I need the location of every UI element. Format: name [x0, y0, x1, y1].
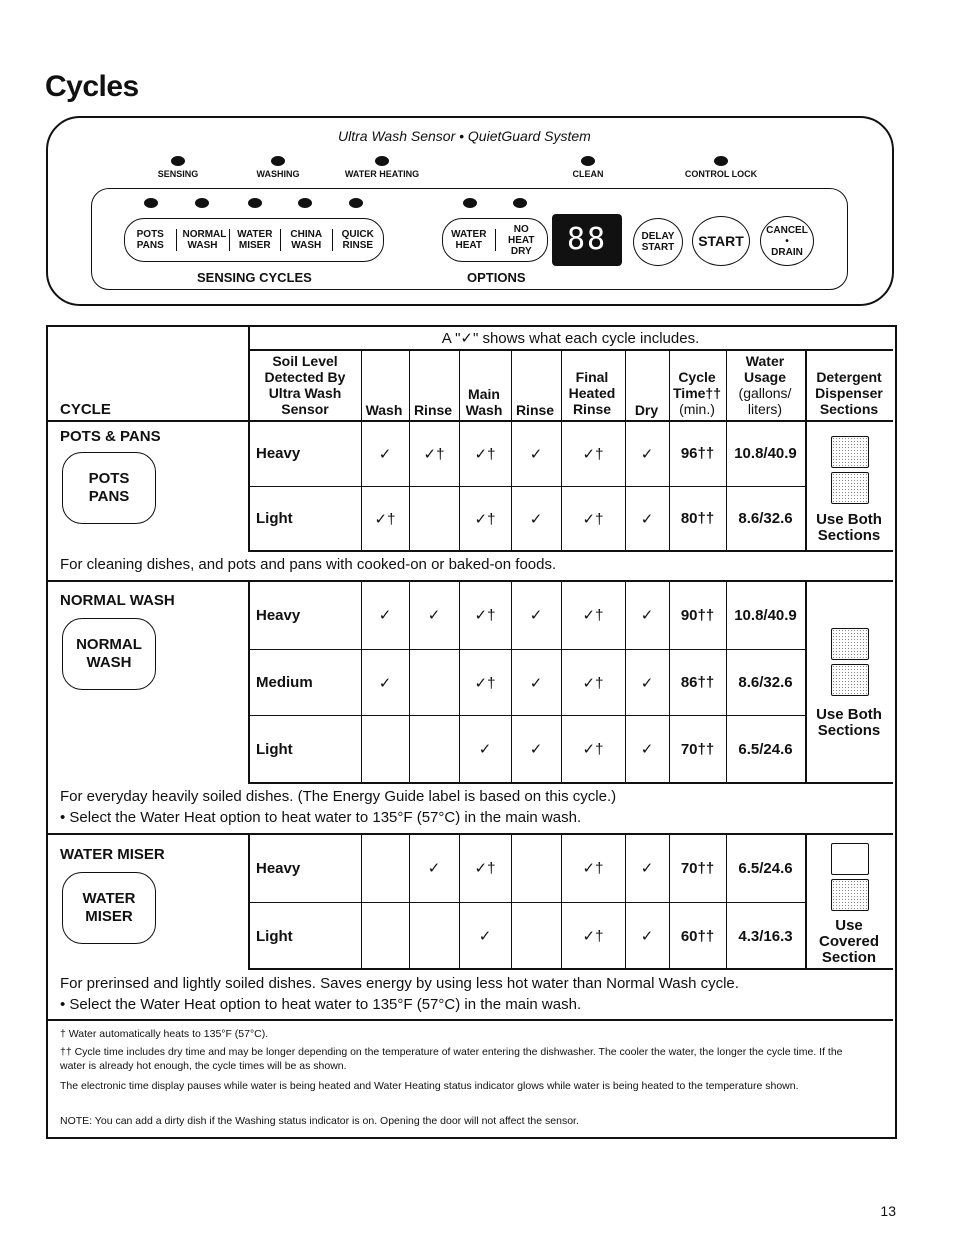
no-heat-dry-button[interactable]: NO HEAT DRY — [508, 223, 535, 257]
cell-dry: ✓ — [640, 860, 654, 877]
china-wash-button[interactable]: CHINA WASH — [281, 229, 333, 251]
cell-rinse1 — [409, 487, 459, 550]
header-dry: Dry — [634, 402, 659, 418]
header-cycle-time: Cycle Time†† (min.) — [673, 369, 721, 417]
cell-wash: ✓ — [378, 607, 392, 624]
cell-water: 10.8/40.9 — [734, 606, 797, 624]
water-miser-cycle-icon: WATER MISER — [62, 872, 156, 944]
cell-main: ✓ — [478, 741, 492, 758]
covered-dispenser-icon — [831, 843, 869, 875]
dispenser-icon — [831, 664, 869, 696]
cell-dry: ✓ — [640, 674, 654, 692]
detergent-water-miser: Use Covered Section — [818, 917, 880, 966]
cell-rinse2: ✓ — [529, 510, 543, 528]
delay-start-button[interactable]: DELAY START — [633, 218, 683, 266]
cell-level: Heavy — [256, 445, 301, 462]
cell-level: Light — [256, 510, 293, 527]
cell-rinse1: ✓† — [423, 445, 445, 463]
cell-main: ✓ — [478, 928, 492, 945]
indicator-sensing: SENSING — [128, 156, 228, 179]
page-number: 13 — [880, 1203, 896, 1219]
sensing-cycles-label: SENSING CYCLES — [197, 270, 312, 285]
cell-time: 70†† — [680, 859, 715, 877]
footnote-note: NOTE: You can add a dirty dish if the Washing status indicator is on. Opening the door will not affect the sensor. — [60, 1115, 579, 1127]
cell-final: ✓† — [582, 510, 604, 528]
cell-rinse1 — [409, 903, 459, 969]
cell-wash: ✓ — [378, 674, 392, 692]
detergent-normal-wash: Use Both Sections — [816, 706, 882, 739]
footnote-cycle-time: †† Cycle time includes dry time and may be longer depending on the temperature of water entering the dishwasher. The cooler the water, the longer the cycle time. If the water is already hot enough, the cycle times will be as shown. — [60, 1046, 843, 1072]
cell-level: Light — [256, 927, 293, 945]
cell-dry: ✓ — [640, 445, 654, 463]
pots-pans-cycle-icon: POTS PANS — [62, 452, 156, 524]
cell-time: 90†† — [680, 606, 715, 624]
cell-level: Heavy — [256, 606, 301, 624]
indicator-clean: CLEAN — [538, 156, 638, 179]
cell-final: ✓† — [582, 741, 604, 758]
cell-wash — [361, 903, 409, 969]
description-water-miser-note: • Select the Water Heat option to heat water to 135°F (57°C) in the main wash. — [60, 996, 582, 1013]
panel-caption: Ultra Wash Sensor • QuietGuard System — [338, 128, 591, 144]
cell-rinse1 — [409, 716, 459, 782]
footnote-display: The electronic time display pauses while water is being heated and Water Heating status indicator glows while water is being heated to the temperature shown. — [60, 1080, 799, 1092]
start-button[interactable]: START — [692, 216, 750, 266]
cell-rinse2: ✓ — [529, 674, 543, 692]
header-detergent: Detergent Dispenser Sections — [815, 369, 883, 417]
options-label: OPTIONS — [467, 270, 526, 285]
cell-rinse2 — [511, 903, 561, 969]
cell-level: Heavy — [256, 859, 301, 877]
pots-pans-button[interactable]: POTS PANS — [125, 229, 177, 251]
description-normal-wash-note: • Select the Water Heat option to heat water to 135°F (57°C) in the main wash. — [60, 809, 582, 826]
cancel-drain-button[interactable]: CANCEL • DRAIN — [760, 216, 814, 266]
cycle-name-water-miser: WATER MISER — [60, 846, 165, 863]
cell-final: ✓† — [582, 607, 604, 624]
option-buttons — [442, 218, 548, 262]
cell-wash — [361, 834, 409, 902]
cell-level: Light — [256, 740, 293, 758]
table-note: A "✓" shows what each cycle includes. — [441, 330, 700, 347]
page-title: Cycles — [45, 70, 139, 103]
header-soil-level: Soil Level Detected By Ultra Wash Sensor — [264, 353, 346, 417]
cell-water: 4.3/16.3 — [738, 927, 793, 945]
quick-rinse-button[interactable]: QUICK RINSE — [341, 229, 374, 251]
detergent-pots-pans: Use Both Sections — [816, 511, 882, 544]
indicator-washing: WASHING — [228, 156, 328, 179]
cell-rinse1: ✓ — [427, 860, 441, 877]
cell-wash — [361, 716, 409, 782]
sensing-cycle-buttons — [124, 218, 384, 262]
cell-time: 96†† — [680, 445, 715, 462]
dispenser-icon — [831, 879, 869, 911]
cycle-name-pots-pans: POTS & PANS — [60, 428, 161, 445]
cell-rinse2: ✓ — [529, 445, 543, 463]
cell-final: ✓† — [582, 860, 604, 877]
cell-rinse1: ✓ — [427, 607, 441, 624]
header-final-heated-rinse: Final Heated Rinse — [568, 369, 616, 417]
cell-final: ✓† — [582, 674, 604, 692]
header-rinse-1: Rinse — [413, 402, 453, 418]
cell-time: 70†† — [680, 740, 715, 758]
cell-main: ✓† — [474, 607, 496, 624]
cell-water: 8.6/32.6 — [738, 674, 793, 691]
normal-wash-button[interactable]: NORMAL WASH — [177, 229, 230, 251]
description-normal-wash: For everyday heavily soiled dishes. (The Energy Guide label is based on this cycle.) — [60, 788, 617, 805]
indicator-water-heating: WATER HEATING — [332, 156, 432, 179]
cell-time: 86†† — [680, 674, 715, 691]
dispenser-icon — [831, 628, 869, 660]
cell-dry: ✓ — [640, 928, 654, 945]
cell-rinse2: ✓ — [529, 741, 543, 758]
cell-water: 10.8/40.9 — [734, 445, 797, 462]
cell-time: 80†† — [680, 510, 715, 527]
cell-rinse2: ✓ — [529, 607, 543, 624]
water-heat-button[interactable]: WATER HEAT — [443, 229, 496, 251]
cell-wash: ✓ — [378, 445, 392, 463]
description-water-miser: For prerinsed and lightly soiled dishes. Saves energy by using less hot water than Normal Wash cycle. — [60, 975, 739, 992]
cell-dry: ✓ — [640, 741, 654, 758]
footnote-water-heat: † Water automatically heats to 135°F (57°C). — [60, 1028, 269, 1040]
cell-main: ✓† — [474, 674, 496, 692]
cell-final: ✓† — [582, 445, 604, 463]
indicator-control-lock: CONTROL LOCK — [671, 156, 771, 179]
normal-wash-cycle-icon: NORMAL WASH — [62, 618, 156, 690]
cell-main: ✓† — [474, 445, 496, 463]
water-miser-button[interactable]: WATER MISER — [230, 229, 282, 251]
cell-level: Medium — [256, 674, 313, 691]
dispenser-icon — [831, 436, 869, 468]
cell-dry: ✓ — [640, 510, 654, 528]
cycle-name-normal-wash: NORMAL WASH — [60, 592, 175, 609]
header-rinse-2: Rinse — [515, 402, 555, 418]
cell-main: ✓† — [474, 860, 496, 877]
cell-time: 60†† — [680, 927, 715, 945]
time-display: 88 — [552, 214, 622, 266]
cell-final: ✓† — [582, 928, 604, 945]
cell-rinse1 — [409, 650, 459, 715]
header-main-wash: Main Wash — [465, 386, 503, 418]
header-cycle: CYCLE — [60, 401, 111, 418]
header-water-usage: Water Usage (gallons/ liters) — [738, 353, 792, 417]
description-pots-pans: For cleaning dishes, and pots and pans with cooked-on or baked-on foods. — [60, 556, 557, 573]
cell-wash: ✓† — [374, 510, 396, 528]
cell-water: 6.5/24.6 — [738, 740, 793, 758]
cell-dry: ✓ — [640, 607, 654, 624]
cell-water: 6.5/24.6 — [738, 859, 793, 877]
cell-main: ✓† — [474, 510, 496, 528]
cell-rinse2 — [511, 834, 561, 902]
header-wash: Wash — [365, 402, 403, 418]
cell-water: 8.6/32.6 — [738, 510, 793, 527]
dispenser-icon — [831, 472, 869, 504]
